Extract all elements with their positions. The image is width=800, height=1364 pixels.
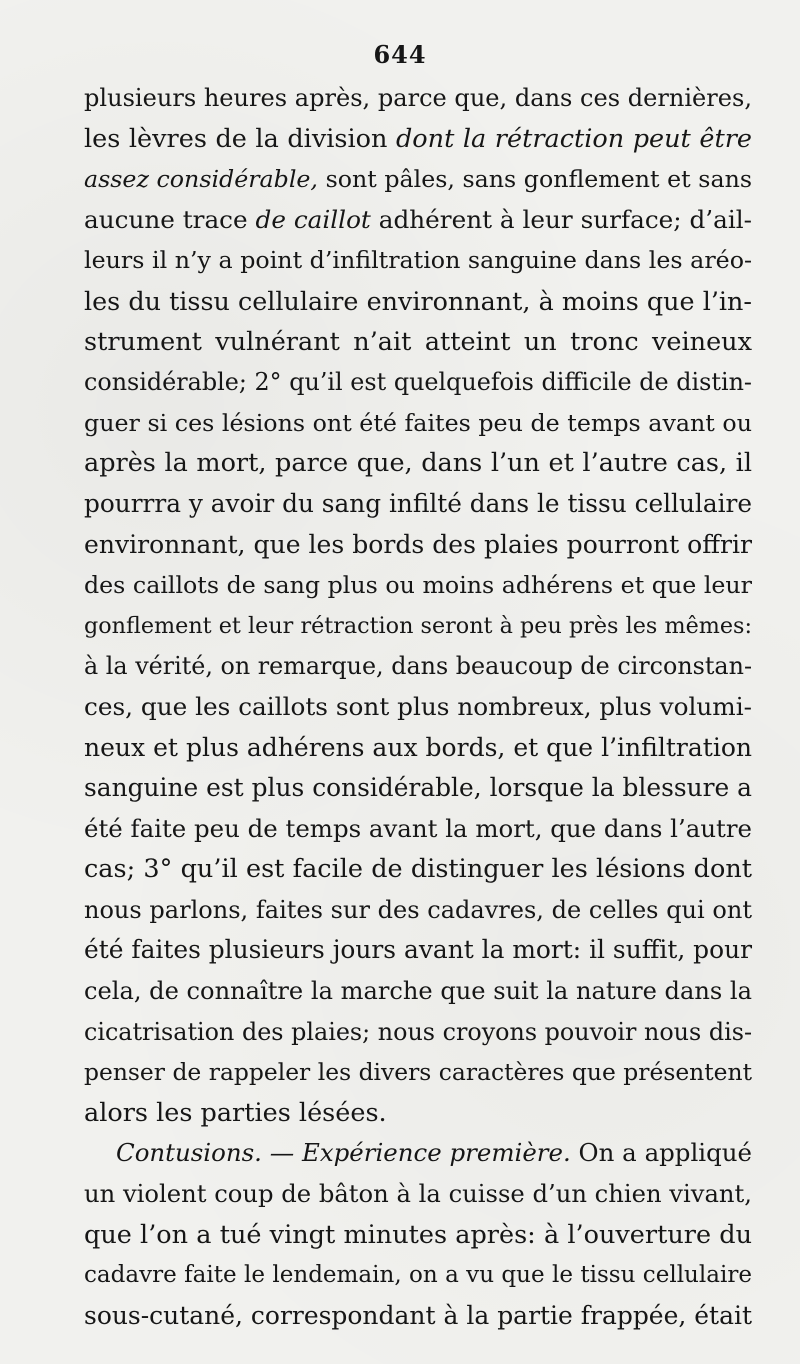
text-line: [84, 525, 752, 566]
text-line: [84, 606, 752, 647]
text-run: considérable; 2° qu’il est quelquefois difficile de distin-: [84, 368, 752, 397]
text-run: gonflement et leur rétraction seront à peu près les mêmes:: [84, 612, 752, 639]
text-run: nous parlons, faites sur des cadavres, de celles qui ont: [84, 895, 752, 924]
text-line: [84, 362, 752, 403]
text-line: [84, 1133, 752, 1174]
text-run: strument vulnérant n’ait atteint un tronc veineux: [84, 326, 752, 357]
italic-text-run: Contusions. — Expérience première.: [116, 1138, 571, 1168]
italic-text-run: assez considérable,: [84, 165, 318, 194]
text-run: cicatrisation des plaies; nous croyons pouvoir nous dis-: [84, 1017, 752, 1046]
text-run: aucune trace: [84, 204, 256, 234]
text-line: [84, 78, 752, 119]
text-line: [84, 768, 752, 809]
text-line: [84, 1093, 752, 1134]
text-run: sous-cutané, correspondant à la partie frappée, était: [84, 1300, 752, 1330]
text-run: cela, de connaître la marche que suit la nature dans la: [84, 977, 752, 1006]
text-line: [84, 1215, 752, 1256]
text-line: [84, 1296, 752, 1337]
text-run: les du tissu cellulaire environnant, à moins que l’in-: [84, 285, 752, 316]
text-line: [84, 240, 752, 281]
text-line: [84, 971, 752, 1012]
text-run: été faites plusieurs jours avant la mort: il suffit, pour: [84, 935, 752, 965]
text-line: [84, 119, 752, 160]
text-run: après la mort, parce que, dans l’un et l’autre cas, il: [84, 448, 752, 479]
italic-text-run: de caillot: [255, 204, 371, 234]
text-run: guer si ces lésions ont été faites peu de temps avant ou: [84, 408, 752, 437]
text-line: [84, 809, 752, 850]
text-run: que l’on a tué vingt minutes après: à l’ouverture du: [84, 1219, 752, 1250]
text-line: [84, 1255, 752, 1296]
text-line: [84, 687, 752, 728]
text-run: sont pâles, sans gonflement et sans: [317, 165, 752, 194]
text-run: été faite peu de temps avant la mort, que dans l’autre: [84, 813, 752, 843]
text-run: un violent coup de bâton à la cuisse d’un chien vivant,: [84, 1179, 752, 1209]
text-line: [84, 200, 752, 241]
text-run: cadavre faite le lendemain, on a vu que le tissu cellulaire: [84, 1262, 752, 1289]
text-run: des caillots de sang plus ou moins adhérens et que leur: [84, 571, 752, 600]
text-line: [84, 565, 752, 606]
text-run: pourrra y avoir du sang infilté dans le tissu cellulaire: [84, 488, 752, 518]
text-run: plusieurs heures après, parce que, dans ces dernières,: [84, 84, 752, 112]
text-line: [84, 281, 752, 322]
text-run: neux et plus adhérens aux bords, et que l’infiltration: [84, 732, 752, 762]
text-run: alors les parties lésées.: [84, 1097, 387, 1128]
text-run: ces, que les caillots sont plus nombreux, plus volumi-: [84, 691, 752, 721]
text-run: adhérent à leur surface; d’ail-: [370, 204, 752, 234]
text-line: [84, 322, 752, 363]
text-line: [84, 1052, 752, 1093]
text-line: [84, 159, 752, 200]
text-run: à la vérité, on remarque, dans beaucoup de circonstan-: [84, 652, 752, 681]
text-run: On a appliqué: [570, 1138, 752, 1168]
text-line: [84, 728, 752, 769]
italic-text-run: dont la rétraction peut être: [395, 123, 752, 154]
text-run: cas; 3° qu’il est facile de distinguer les lésions dont: [84, 854, 752, 885]
text-line: [84, 443, 752, 484]
text-run: les lèvres de la division: [84, 123, 396, 154]
text-run: environnant, que les bords des plaies pourront offrir: [84, 529, 752, 559]
text-line: [84, 930, 752, 971]
text-run: penser de rappeler les divers caractères que présentent: [84, 1058, 752, 1087]
text-line: [84, 1174, 752, 1215]
text-line: [84, 484, 752, 525]
text-line: [84, 403, 752, 444]
text-run: sanguine est plus considérable, lorsque la blessure a: [84, 773, 752, 803]
text-line: [84, 646, 752, 687]
text-line: [84, 849, 752, 890]
text-line: [84, 1012, 752, 1053]
text-run: leurs il n’y a point d’infiltration sanguine dans les aréo-: [84, 246, 752, 275]
body-text: [84, 78, 752, 1336]
page-number: 644: [373, 40, 427, 69]
text-line: [84, 890, 752, 931]
